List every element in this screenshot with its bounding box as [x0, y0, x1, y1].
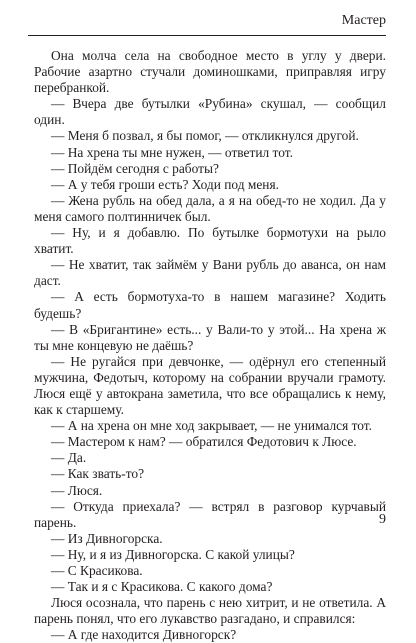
paragraph: — В «Бригантине» есть... у Вали-то у этой... На хрена ж ты мне концевую не даёшь? — [34, 321, 386, 353]
paragraph: — Не хватит, так займём у Вани рубль до аванса, он нам даст. — [34, 257, 386, 289]
paragraph: — На хрена ты мне нужен, — ответил тот. — [51, 144, 293, 160]
paragraph: — Как звать-то? — [51, 466, 145, 482]
paragraph: — Люся. — [51, 482, 103, 498]
paragraph: Она молча села на свободное место в углу у двери. Рабочие азартно стучали доминошками, приправляя игру перебранкой. — [34, 48, 386, 96]
running-head — [28, 11, 386, 36]
body-text — [34, 48, 386, 643]
paragraph: — С Красикова. — [51, 563, 143, 578]
paragraph: — Меня б позвал, я бы помог, — откликнулся другой. — [51, 128, 359, 144]
paragraph: — Да. — [51, 450, 87, 466]
paragraph: — Откуда приехала? — встрял в разговор курчавый парень. — [34, 498, 386, 530]
paragraph: — Не ругайся при девчонке, — одёрнул его степенный мужчина, Федотыч, которому на собрании вручали грамоту. Люся ещё у автокрана заметила, что все обращались к нему, как к старшему. — [34, 353, 386, 418]
paragraph: — Из Дивногорска. — [51, 530, 163, 546]
paragraph: — А на хрена он мне ход закрывает, — не унимался тот. — [51, 418, 372, 434]
paragraph: — Ну, и я из Дивногорска. С какой улицы? — [51, 546, 295, 562]
paragraph: — А у тебя гроши есть? Ходи под меня. — [51, 176, 279, 192]
paragraph: — Вчера две бутылки «Рубина» скушал, — сообщил один. — [34, 96, 386, 128]
paragraph: — Так и я с Красикова. С какого дома? — [51, 579, 273, 595]
paragraph: — А есть бормотуха-то в нашем магазине? Ходить будешь? — [34, 289, 386, 321]
paragraph: Люся осознала, что парень с нею хитрит, и не ответила. А парень понял, что его лукавство разгадано, и справился: — [34, 595, 386, 627]
paragraph: — Мастером к нам? — обратился Федотович к Люсе. — [51, 434, 357, 450]
paragraph: — Жена рубль на обед дала, а я на обед-то не ходил. Да у меня самого полтинничек был. — [34, 192, 386, 224]
running-head-title: Мастер — [341, 13, 386, 28]
paragraph: — А где находится Дивногорск? — [51, 627, 237, 643]
paragraph: — Ну, и я добавлю. По бутылке бормотухи на рыло хватит. — [34, 225, 386, 257]
page-number: 9 — [379, 512, 386, 527]
paragraph: — Пойдём сегодня с работы? — [51, 160, 219, 176]
